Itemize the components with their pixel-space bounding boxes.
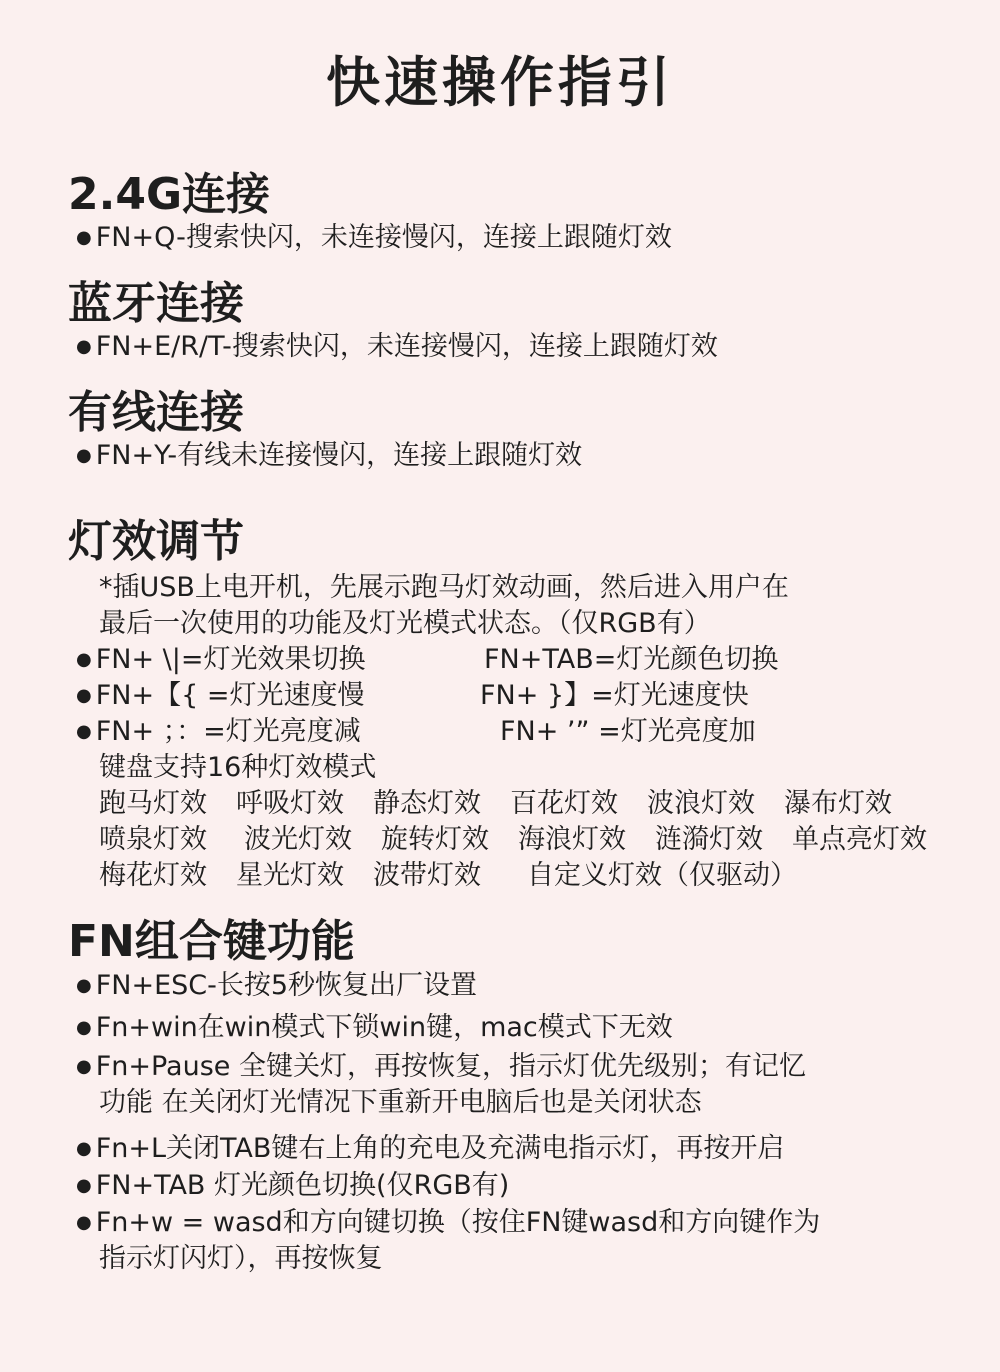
fn-item-pause: ● Fn+Pause 全键关灯，再按恢复，指示灯优先级别；有记忆 [76, 1050, 806, 1087]
heading-24g: 2.4G连接 [68, 169, 271, 220]
page-title: 快速操作指引 [326, 51, 674, 114]
heading-light: 灯效调节 [68, 516, 244, 567]
list-item-24g: ● FN+Q-搜索快闪，未连接慢闪，连接上跟随灯效 [76, 221, 672, 258]
light-pair-2-left: ● FN+【{ =灯光速度慢 [76, 679, 364, 716]
mode-item: 波浪灯效 [647, 788, 755, 819]
modes-intro: 键盘支持16种灯效模式 [99, 752, 377, 783]
fn-item-w: ● Fn+w = wasd和方向键切换（按住FN键wasd和方向键作为 [76, 1206, 820, 1243]
mode-item: 自定义灯效（仅驱动） [527, 860, 797, 891]
mode-item: 瀑布灯效 [784, 788, 892, 819]
heading-bluetooth: 蓝牙连接 [68, 278, 244, 329]
fn-item-l: ● Fn+L关闭TAB键右上角的充电及充满电指示灯，再按开启 [76, 1132, 784, 1169]
mode-item: 跑马灯效 [99, 788, 207, 819]
fn-item-tab: ● FN+TAB 灯光颜色切换(仅RGB有) [76, 1169, 509, 1206]
mode-item: 百花灯效 [510, 788, 618, 819]
light-note-line2: 最后一次使用的功能及灯光模式状态。（仅RGB有） [99, 608, 711, 639]
mode-item: 喷泉灯效 [99, 824, 207, 855]
light-pair-2-right: FN+ }】=灯光速度快 [480, 680, 749, 711]
fn-item-esc: ● FN+ESC-长按5秒恢复出厂设置 [76, 969, 477, 1006]
light-pair-3-left: ● FN+ ；：=灯光亮度减 [76, 715, 361, 752]
mode-item: 波光灯效 [244, 824, 352, 855]
mode-item: 涟漪灯效 [655, 824, 763, 855]
mode-item: 波带灯效 [373, 860, 481, 891]
fn-item-w-cont: 指示灯闪灯），再按恢复 [99, 1243, 383, 1274]
fn-item-win: ● Fn+win在win模式下锁win键，mac模式下无效 [76, 1011, 673, 1048]
list-item-bluetooth: ● FN+E/R/T-搜索快闪，未连接慢闪，连接上跟随灯效 [76, 330, 718, 367]
mode-item: 星光灯效 [236, 860, 344, 891]
mode-item: 梅花灯效 [99, 860, 207, 891]
mode-item: 静态灯效 [373, 788, 481, 819]
fn-item-pause-cont: 功能 在关闭灯光情况下重新开电脑后也是关闭状态 [99, 1087, 702, 1118]
light-pair-1-left: ● FN+ \|=灯光效果切换 [76, 643, 365, 680]
mode-item: 旋转灯效 [381, 824, 489, 855]
heading-fn: FN组合键功能 [68, 916, 355, 967]
mode-item: 呼吸灯效 [236, 788, 344, 819]
light-pair-1-right: FN+TAB=灯光颜色切换 [484, 644, 779, 675]
light-pair-3-right: FN+ ’” =灯光亮度加 [500, 716, 756, 747]
light-note-line1: *插USB上电开机，先展示跑马灯效动画，然后进入用户在 [99, 572, 789, 603]
mode-item: 单点亮灯效 [792, 824, 927, 855]
mode-item: 海浪灯效 [518, 824, 626, 855]
list-item-wired: ● FN+Y-有线未连接慢闪，连接上跟随灯效 [76, 439, 582, 476]
heading-wired: 有线连接 [68, 387, 244, 438]
